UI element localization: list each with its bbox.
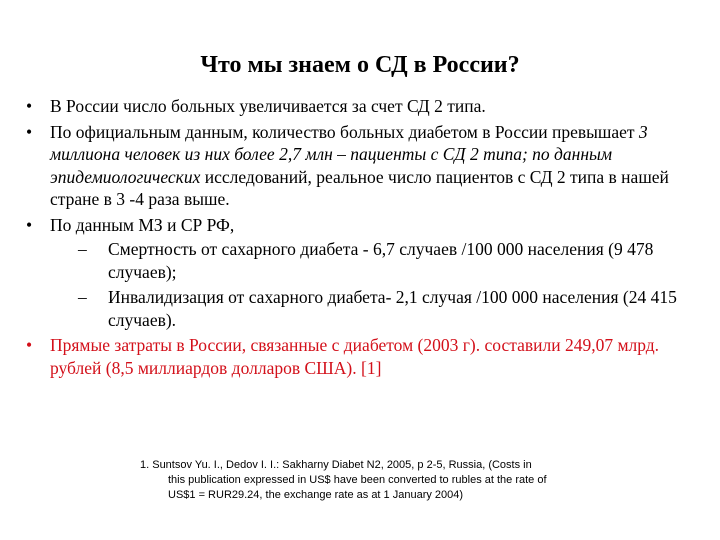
sub-bullet-text: Инвалидизация от сахарного диабета- 2,1 случая /100 000 населения (24 415 случаев).	[108, 287, 677, 330]
sub-bullet-text: Смертность от сахарного диабета - 6,7 случаев /100 000 населения (9 478 случаев);	[108, 239, 654, 282]
bullet-text-continued: исследований, реальное число пациентов с СД 2 типа в нашей стране в 3 -4 раза выше.	[50, 166, 669, 209]
slide-title: Что мы знаем о СД в России?	[200, 52, 520, 78]
dash-icon: –	[78, 239, 87, 259]
bullet-item-1	[22, 95, 702, 118]
bullet-text: По официальным данным, количество больных диабетом в России превышает	[50, 121, 639, 142]
dash-icon: –	[78, 287, 87, 307]
sub-bullet-item-1	[50, 238, 702, 283]
bullet-text: В России число больных увеличивается за счет СД 2 типа.	[50, 96, 486, 116]
bullet-list	[22, 95, 702, 382]
footnote	[140, 458, 560, 503]
bullet-dot-icon: •	[26, 96, 33, 116]
footnote-line: 1. Suntsov Yu. I., Dedov I. I.: Sakharny Diabet N2, 2005, p 2-5, Russia, (Costs in	[140, 459, 532, 471]
bullet-dot-icon: •	[26, 214, 33, 235]
bullet-dot-icon: •	[26, 121, 33, 142]
bullet-text-italic: 3 миллиона человек из них более 2,7 млн – пациенты с СД 2 типа; по данным эпидемиологических	[50, 121, 648, 187]
bullet-dot-icon: •	[26, 335, 33, 355]
bullet-item-3	[22, 214, 702, 332]
bullet-text: По данным МЗ и СР РФ,	[50, 214, 235, 235]
footnote-line: US$1 = RUR29.24, the exchange rate as at 1 January 2004)	[168, 489, 464, 501]
footnote-line: this publication expressed in US$ have been converted to rubles at the rate of	[168, 474, 547, 486]
sub-bullet-item-2	[50, 286, 702, 331]
sub-bullet-list	[50, 238, 702, 331]
bullet-text: Прямые затраты в России, связанные с диабетом (2003 г). составили 249,07 млрд. рублей (8,5 миллиардов долларов США). [1]	[50, 335, 660, 378]
bullet-item-2	[22, 121, 702, 211]
bullet-item-4	[22, 334, 702, 379]
